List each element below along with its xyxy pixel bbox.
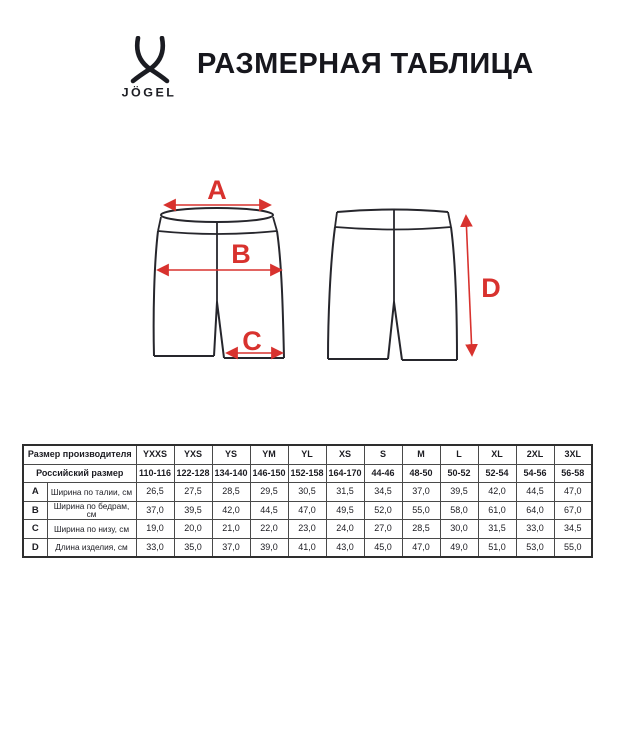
russian-size-cell: 152-158: [288, 464, 326, 483]
measurement-arrows: [158, 205, 472, 355]
value-cell: 30,5: [288, 483, 326, 502]
value-cell: 31,5: [326, 483, 364, 502]
russian-size-cell: 164-170: [326, 464, 364, 483]
measure-label-cell: Ширина по низу, см: [47, 520, 136, 539]
size-col-header: 2XL: [516, 445, 554, 464]
value-cell: 28,5: [402, 520, 440, 539]
russian-size-cell: 146-150: [250, 464, 288, 483]
size-col-header: XS: [326, 445, 364, 464]
russian-size-cell: 122-128: [174, 464, 212, 483]
value-cell: 52,0: [364, 501, 402, 520]
size-col-header: S: [364, 445, 402, 464]
value-cell: 39,5: [174, 501, 212, 520]
measure-letter-cell: C: [23, 520, 47, 539]
measure-letter-c: C: [242, 326, 262, 356]
value-cell: 27,0: [364, 520, 402, 539]
russian-size-cell: 56-58: [554, 464, 592, 483]
value-cell: 55,0: [402, 501, 440, 520]
arrow-d: [466, 216, 472, 355]
value-cell: 58,0: [440, 501, 478, 520]
measure-label-cell: Ширина по талии, см: [47, 483, 136, 502]
value-cell: 45,0: [364, 538, 402, 557]
value-cell: 39,0: [250, 538, 288, 557]
page-title: РАЗМЕРНАЯ ТАБЛИЦА: [197, 48, 534, 80]
russian-size-cell: 50-52: [440, 464, 478, 483]
value-cell: 23,0: [288, 520, 326, 539]
russian-size-cell: 134-140: [212, 464, 250, 483]
brand-logo: [116, 36, 182, 100]
manufacturer-size-row: [23, 445, 592, 464]
value-cell: 28,5: [212, 483, 250, 502]
value-cell: 49,5: [326, 501, 364, 520]
value-cell: 51,0: [478, 538, 516, 557]
value-cell: 47,0: [554, 483, 592, 502]
russian-size-cell: 52-54: [478, 464, 516, 483]
size-col-header: L: [440, 445, 478, 464]
measure-letter-a: A: [207, 175, 227, 205]
value-cell: 47,0: [288, 501, 326, 520]
value-cell: 35,0: [174, 538, 212, 557]
value-cell: 31,5: [478, 520, 516, 539]
value-cell: 39,5: [440, 483, 478, 502]
value-cell: 21,0: [212, 520, 250, 539]
value-cell: 37,0: [136, 501, 174, 520]
size-col-header: YL: [288, 445, 326, 464]
russian-size-row: [23, 464, 592, 483]
russian-size-cell: 110-116: [136, 464, 174, 483]
measure-letter-cell: A: [23, 483, 47, 502]
value-cell: 26,5: [136, 483, 174, 502]
size-col-header: YM: [250, 445, 288, 464]
size-col-header: YXXS: [136, 445, 174, 464]
measure-letter-d: D: [481, 273, 501, 303]
value-cell: 44,5: [250, 501, 288, 520]
value-cell: 37,0: [402, 483, 440, 502]
measure-label-cell: Длина изделия, см: [47, 538, 136, 557]
value-cell: 64,0: [516, 501, 554, 520]
value-cell: 55,0: [554, 538, 592, 557]
shorts-back-view: [328, 210, 457, 361]
shorts-measurement-diagram: [0, 160, 624, 390]
value-cell: 67,0: [554, 501, 592, 520]
value-cell: 20,0: [174, 520, 212, 539]
measure-letter-b: B: [231, 239, 251, 269]
manufacturer-size-label: Размер производителя: [23, 445, 136, 464]
value-cell: 41,0: [288, 538, 326, 557]
measurement-row-b: [23, 501, 592, 520]
shorts-front-view: [154, 208, 284, 358]
value-cell: 34,5: [554, 520, 592, 539]
measurement-row-c: [23, 520, 592, 539]
value-cell: 30,0: [440, 520, 478, 539]
jogel-logo-icon: [125, 36, 173, 84]
value-cell: 19,0: [136, 520, 174, 539]
measure-letter-cell: D: [23, 538, 47, 557]
value-cell: 47,0: [402, 538, 440, 557]
measure-label-cell: Ширина по бедрам, см: [47, 501, 136, 520]
value-cell: 27,5: [174, 483, 212, 502]
size-col-header: XL: [478, 445, 516, 464]
value-cell: 42,0: [212, 501, 250, 520]
shorts-diagram-svg: [0, 160, 624, 390]
size-col-header: YS: [212, 445, 250, 464]
size-table: [22, 444, 593, 558]
value-cell: 29,5: [250, 483, 288, 502]
size-col-header: 3XL: [554, 445, 592, 464]
size-col-header: M: [402, 445, 440, 464]
value-cell: 34,5: [364, 483, 402, 502]
measure-letter-cell: B: [23, 501, 47, 520]
value-cell: 24,0: [326, 520, 364, 539]
russian-size-cell: 48-50: [402, 464, 440, 483]
russian-size-cell: 54-56: [516, 464, 554, 483]
value-cell: 61,0: [478, 501, 516, 520]
brand-name: JÖGEL: [121, 86, 177, 100]
size-col-header: YXS: [174, 445, 212, 464]
value-cell: 53,0: [516, 538, 554, 557]
value-cell: 44,5: [516, 483, 554, 502]
russian-size-cell: 44-46: [364, 464, 402, 483]
value-cell: 42,0: [478, 483, 516, 502]
russian-size-label: Российский размер: [23, 464, 136, 483]
value-cell: 33,0: [516, 520, 554, 539]
value-cell: 37,0: [212, 538, 250, 557]
value-cell: 43,0: [326, 538, 364, 557]
measurement-row-a: [23, 483, 592, 502]
value-cell: 49,0: [440, 538, 478, 557]
value-cell: 33,0: [136, 538, 174, 557]
measurement-row-d: [23, 538, 592, 557]
page-header: [0, 0, 624, 160]
value-cell: 22,0: [250, 520, 288, 539]
